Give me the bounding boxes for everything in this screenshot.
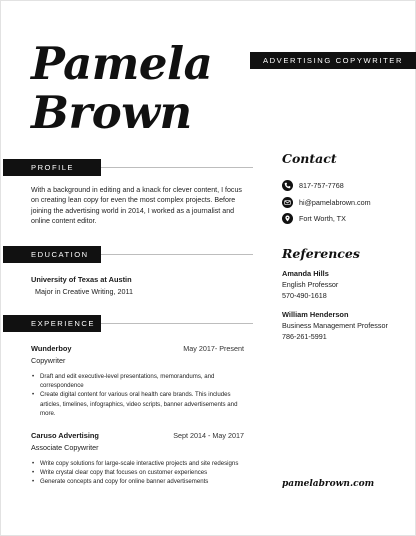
job-position: Copywriter (31, 356, 66, 365)
reference-william-henderson (282, 309, 402, 342)
job-duty: • Write copy solutions for large-scale interactive projects and site redesigns (31, 459, 244, 468)
experience-heading: EXPERIENCE (3, 315, 101, 332)
job-title-banner: ADVERTISING COPYWRITER (250, 52, 416, 69)
job-dates: May 2017- Present (183, 344, 244, 353)
job-duty: • Generate concepts and copy for online banner advertisements (31, 477, 244, 486)
job-duties-list (31, 372, 244, 418)
contact-location-text: Fort Worth, TX (299, 214, 346, 223)
profile-heading: PROFILE (3, 159, 101, 176)
contact-email-text: hi@pamelabrown.com (299, 198, 371, 207)
education-divider (101, 254, 253, 255)
reference-phone: 786-261-5991 (282, 332, 327, 341)
job-duty: • Write crystal clear copy that focuses on customer experiences (31, 468, 244, 477)
website-link[interactable]: pamelabrown.com (282, 479, 375, 489)
contact-location (282, 213, 346, 224)
last-name: Brown (31, 86, 192, 139)
job-company: Wunderboy (31, 344, 72, 353)
contact-heading: Contact (282, 151, 337, 166)
location-pin-icon (282, 213, 293, 224)
job-position: Associate Copywriter (31, 443, 99, 452)
job-duties-list (31, 459, 244, 487)
job-company: Caruso Advertising (31, 431, 99, 440)
reference-phone: 570-490-1618 (282, 291, 327, 300)
reference-role: English Professor (282, 280, 339, 289)
profile-divider (101, 167, 253, 168)
contact-phone-text: 817-757-7768 (299, 181, 344, 190)
reference-amanda-hills (282, 268, 402, 301)
first-name: Pamela (31, 37, 213, 90)
contact-email (282, 197, 371, 208)
job-entry-caruso (31, 431, 244, 487)
reference-role: Business Management Professor (282, 321, 388, 330)
profile-text: With a background in editing and a knack for clever content, I focus on creating lean copy for even the most complex projects. Before joining the advertising world in 2014, I worked as a journalist and online content editor. (31, 186, 242, 225)
education-school: University of Texas at Austin (31, 275, 132, 284)
phone-icon (282, 180, 293, 191)
reference-name: William Henderson (282, 310, 349, 319)
job-duty: • Draft and edit executive-level presentations, memorandums, and correspondence (31, 372, 244, 390)
education-degree: Major in Creative Writing, 2011 (35, 287, 134, 296)
contact-phone (282, 180, 344, 191)
email-icon (282, 197, 293, 208)
job-dates: Sept 2014 - May 2017 (173, 431, 244, 440)
job-entry-wunderboy (31, 344, 244, 418)
candidate-name (31, 39, 212, 137)
education-heading: EDUCATION (3, 246, 101, 263)
job-duty: • Create digital content for various oral health care brands. This includes articles, timelines, infographics, video scripts, banner advertisements and more. (31, 390, 244, 418)
experience-divider (101, 323, 253, 324)
reference-name: Amanda Hills (282, 269, 329, 278)
references-heading: References (282, 246, 360, 261)
